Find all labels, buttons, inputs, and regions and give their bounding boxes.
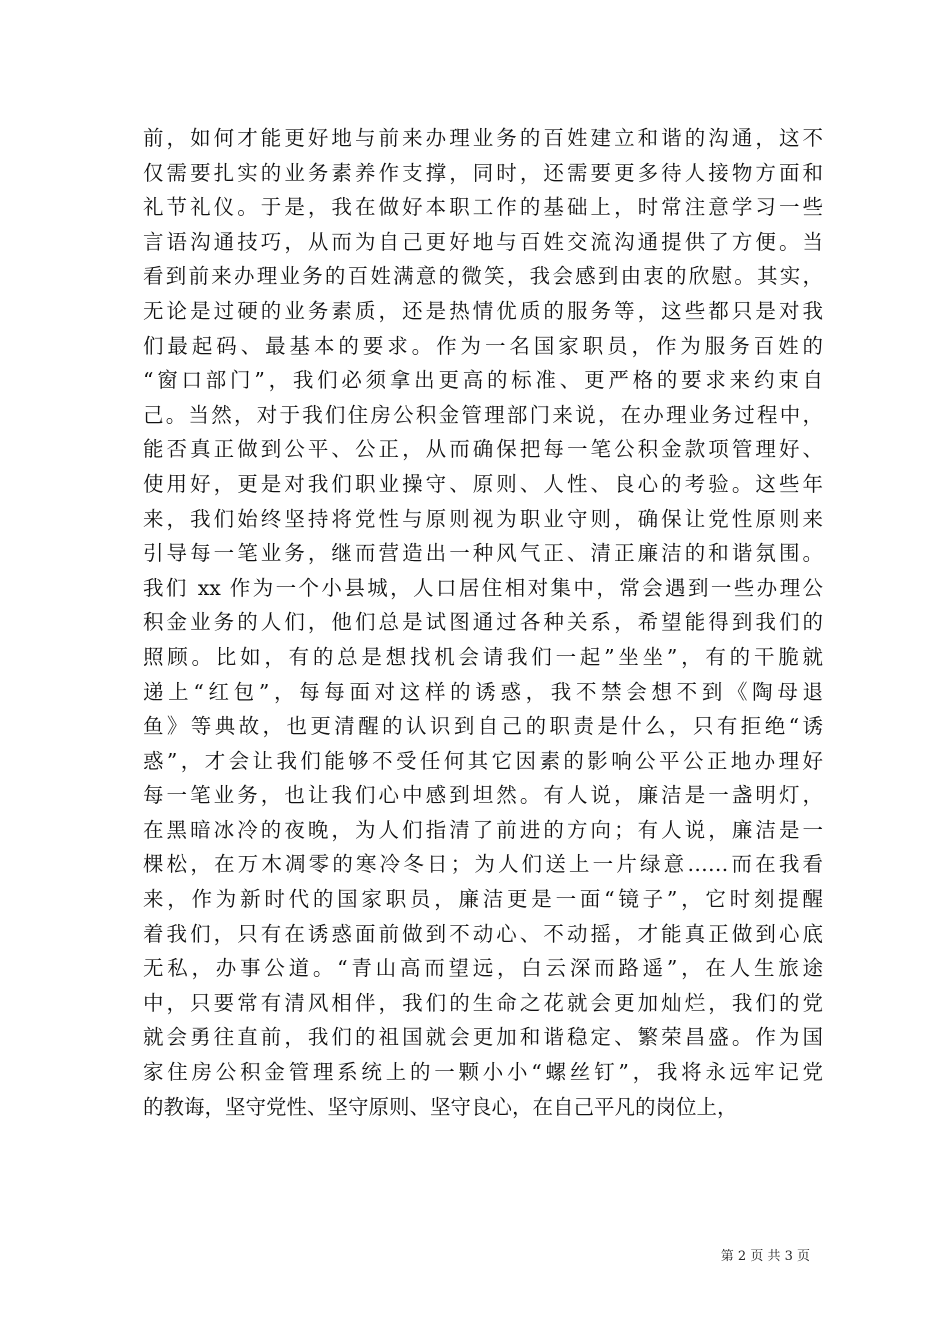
text-line: 己。当然，对于我们住房公积金管理部门来说，在办理业务过程中， [143, 402, 823, 427]
text-line: 前，如何才能更好地与前来办理业务的百姓建立和谐的沟通，这不 [143, 126, 823, 150]
body-text [143, 121, 823, 1124]
text-line: 仅需要扎实的业务素养作支撑，同时，还需要更多待人接物方面和 [143, 160, 823, 185]
text-line: 无私，办事公道。“青山高而望远，白云深而路遥”，在人生旅途 [143, 956, 823, 981]
text-line: 无论是过硬的业务素质，还是热情优质的服务等，这些都只是对我 [143, 298, 823, 323]
text-line: 来，我们始终坚持将党性与原则视为职业守则，确保让党性原则来 [143, 506, 823, 531]
text-line: 家住房公积金管理系统上的一颗小小“螺丝钉”，我将永远牢记党 [143, 1060, 823, 1085]
text-line: 言语沟通技巧，从而为自己更好地与百姓交流沟通提供了方便。当 [143, 229, 823, 254]
text-line: 在黑暗冰冷的夜晚，为人们指清了前进的方向；有人说，廉洁是一 [143, 817, 823, 842]
text-line: 积金业务的人们，他们总是试图通过各种关系，希望能得到我们的 [143, 610, 823, 635]
text-line: 能否真正做到公平、公正，从而确保把每一笔公积金款项管理好、 [143, 437, 823, 462]
text-line: 照顾。比如，有的总是想找机会请我们一起”坐坐”，有的干脆就 [143, 644, 823, 669]
text-line: 引导每一笔业务，继而营造出一种风气正、清正廉洁的和谐氛围。 [143, 541, 823, 566]
text-line: 惑”，才会让我们能够不受任何其它因素的影响公平公正地办理好 [143, 748, 823, 773]
text-line: 就会勇往直前，我们的祖国就会更加和谐稳定、繁荣昌盛。作为国 [143, 1025, 823, 1050]
text-line: 们最起码、最基本的要求。作为一名国家职员，作为服务百姓的 [143, 333, 823, 358]
text-line: 中，只要常有清风相伴，我们的生命之花就会更加灿烂，我们的党 [143, 990, 823, 1015]
text-line: 礼节礼仪。于是，我在做好本职工作的基础上，时常注意学习一些 [143, 195, 823, 220]
text-line: 来，作为新时代的国家职员，廉洁更是一面“镜子”，它时刻提醒 [143, 887, 823, 912]
text-line: 我们 xx 作为一个小县城，人口居住相对集中，常会遇到一些办理公 [143, 575, 823, 600]
text-line: 的教诲，坚守党性、坚守原则、坚守良心，在自己平凡的岗位上， [143, 1094, 738, 1119]
page-number-footer: 第 2 页 共 3 页 [720, 1249, 810, 1264]
text-line: 递上“红包”，每每面对这样的诱惑，我不禁会想不到《陶母退 [143, 679, 823, 704]
text-line: 使用好，更是对我们职业操守、原则、人性、良心的考验。这些年 [143, 471, 823, 496]
text-line: 看到前来办理业务的百姓满意的微笑，我会感到由衷的欣慰。其实， [143, 264, 823, 289]
text-line: 着我们，只有在诱惑面前做到不动心、不动摇，才能真正做到心底 [143, 921, 823, 946]
text-line: 鱼》等典故，也更清醒的认识到自己的职责是什么，只有拒绝“诱 [143, 714, 823, 739]
text-line: “窗口部门”，我们必须拿出更高的标准、更严格的要求来约束自 [143, 368, 823, 393]
text-line: 每一笔业务，也让我们心中感到坦然。有人说，廉洁是一盏明灯， [143, 783, 823, 808]
text-line: 棵松，在万木凋零的寒冷冬日；为人们送上一片绿意……而在我看 [143, 852, 823, 877]
